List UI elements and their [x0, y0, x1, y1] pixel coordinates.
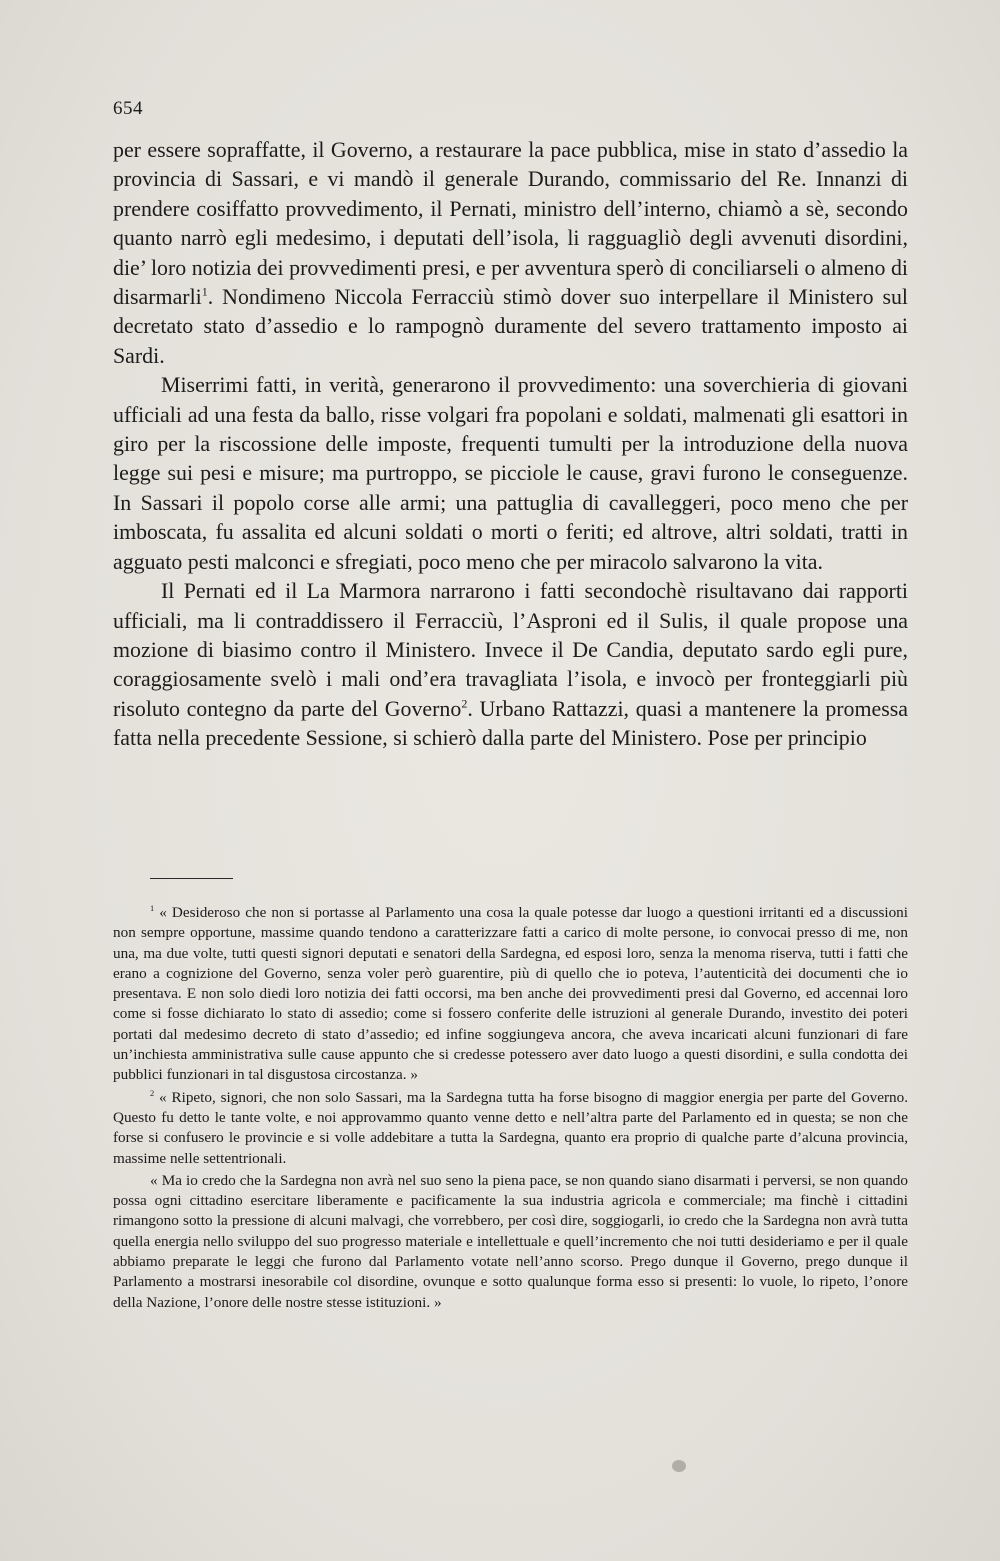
footnote-1	[113, 903, 908, 1086]
footnote-2-text: « Ripeto, signori, che non solo Sassari, ma la Sardegna tutta ha forse bisogno di maggior energia per parte del Governo. Questo fu detto le tante volte, e noi approvammo quanto venne detto e nell’altra parte del Parlamento ed in questa; se non che forse si confusero le provincie e si volle addebitare a tutta la Sardegna, quanto era proprio di qualche parte d’alcuna provincia, massime nelle settentrionali.	[113, 1088, 908, 1167]
paragraph-2: Miserrimi fatti, in verità, generarono il provvedimento: una soverchieria di giovani ufficiali ad una festa da ballo, risse volgari fra popolani e soldati, malmenati gli esattori in giro per la riscossione delle imposte, frequenti tumulti per la introduzione della nuova legge sui pesi e misure; ma purtroppo, se picciole le cause, gravi furono le conseguenze. In Sassari il popolo corse alle armi; una pattuglia di cavalleggeri, poco meno che per imboscata, fu assalita ed alcuni soldati o morti o feriti; ed altrove, altri soldati, tratti in agguato pesti malconci e sfregiati, poco meno che per miracolo salvarono la vita.	[113, 372, 908, 574]
paragraph-3-text-cont: . Urbano Rattazzi, quasi a mantenere la promessa fatta nella precedente Sessione, si schierò dalla parte del Ministero. Pose per principio	[113, 695, 908, 751]
footnote-2	[113, 1088, 908, 1169]
footnote-2-continuation	[113, 1171, 908, 1313]
paragraph-3-text: Il Pernati ed il La Marmora narrarono i fatti secondochè risultavano dai rapporti ufficiali, ma li contraddissero il Ferracciù, l’Asproni ed il Sulis, il quale propose una mozione di biasimo contro il Ministero. Invece il De Candia, deputato sardo egli pure, coraggiosamente svelò i mali ond’era travagliata l’isola, e invocò per fronteggiarli più risoluto contegno da parte del Governo	[113, 578, 908, 721]
footnote-1-marker: 1	[150, 904, 155, 914]
footnotes	[113, 903, 908, 1313]
main-text	[113, 135, 908, 753]
paragraph-1	[113, 135, 908, 370]
paragraph-3	[113, 576, 908, 752]
paragraph-1-text-cont: . Nondimeno Niccola Ferracciù stimò dover suo interpellare il Ministero sul decretato stato d’assedio e lo rampognò duramente del severo trattamento imposto ai Sardi.	[113, 284, 908, 368]
footnote-ref-1: 1	[201, 284, 208, 299]
page-number: 654	[113, 98, 143, 119]
ink-spot	[672, 1460, 686, 1472]
footnote-1-text: « Desideroso che non si portasse al Parlamento una cosa la quale potesse dar luogo a questioni irritanti ed a discussioni non sempre opportune, massime quando tendono a caratterizzare fatti a carico di molte persone, io convocai presso di me, non una, ma due volte, tutti questi signori deputati e senatori della Sardegna, ed esposi loro, senza la menoma riserva, tutti i fatti che erano a cognizione del Governo, senza voler però guarentire, più di quello che io poteva, l’autenticità dei documenti che io presentava. E non solo diedi loro notizia dei fatti occorsi, ma ben anche dei provvedimenti presi dal Governo, ed accennai loro come si fosse dichiarato lo stato di assedio; come si fossero conferite delle istruzioni al generale Durando, investito dei poteri portati dal medesimo decreto di stato d’assedio; ed infine soggiungeva ancora, che aveva incaricati alcuni funzionari di fare un’inchiesta amministrativa sulle cause appunto che si credesse potessero aver dato luogo a questi disordini, e sulla condotta dei pubblici funzionari in tal disgustosa circostanza. »	[113, 904, 908, 1084]
footnote-2-marker: 2	[150, 1088, 155, 1098]
footnote-ref-2: 2	[461, 696, 468, 711]
paragraph-1-text: per essere sopraffatte, il Governo, a restaurare la pace pubblica, mise in stato d’assedio la provincia di Sassari, e vi mandò il generale Durando, commissario del Re. Innanzi di prendere cosiffatto provvedimento, il Pernati, ministro dell’interno, chiamò a sè, secondo quanto narrò egli medesimo, i deputati dell’isola, li ragguagliò degli avvenuti disordini, die’ loro notizia dei provvedimenti presi, e per avventura sperò di conciliarseli o almeno di disarmarli	[113, 137, 908, 310]
footnote-2-continuation-text: « Ma io credo che la Sardegna non avrà nel suo seno la piena pace, se non quando siano disarmati i perversi, se non quando possa ogni cittadino esercitare liberamente e pacificamente la sua industria agricola e commerciale; ma finchè i cittadini rimangono sotto la pressione di alcuni malvagi, che vorrebbero, per così dire, soggiogarli, io credo che la Sardegna non avrà tutta quella energia nello sviluppo del suo progresso materiale e intellettuale e quell’incremento che noi tutti desideriamo e per il quale abbiamo preparate le leggi che furono dal Parlamento votate nell’anno scorso. Prego dunque il Governo, prego dunque il Parlamento a mostrarsi inesorabile col disordine, ovunque e sotto qualunque forma esso si presenti: lo vuole, lo ripeto, l’onore della Nazione, l’onore delle nostre stesse istituzioni. »	[113, 1171, 908, 1311]
footnote-divider	[150, 878, 233, 879]
